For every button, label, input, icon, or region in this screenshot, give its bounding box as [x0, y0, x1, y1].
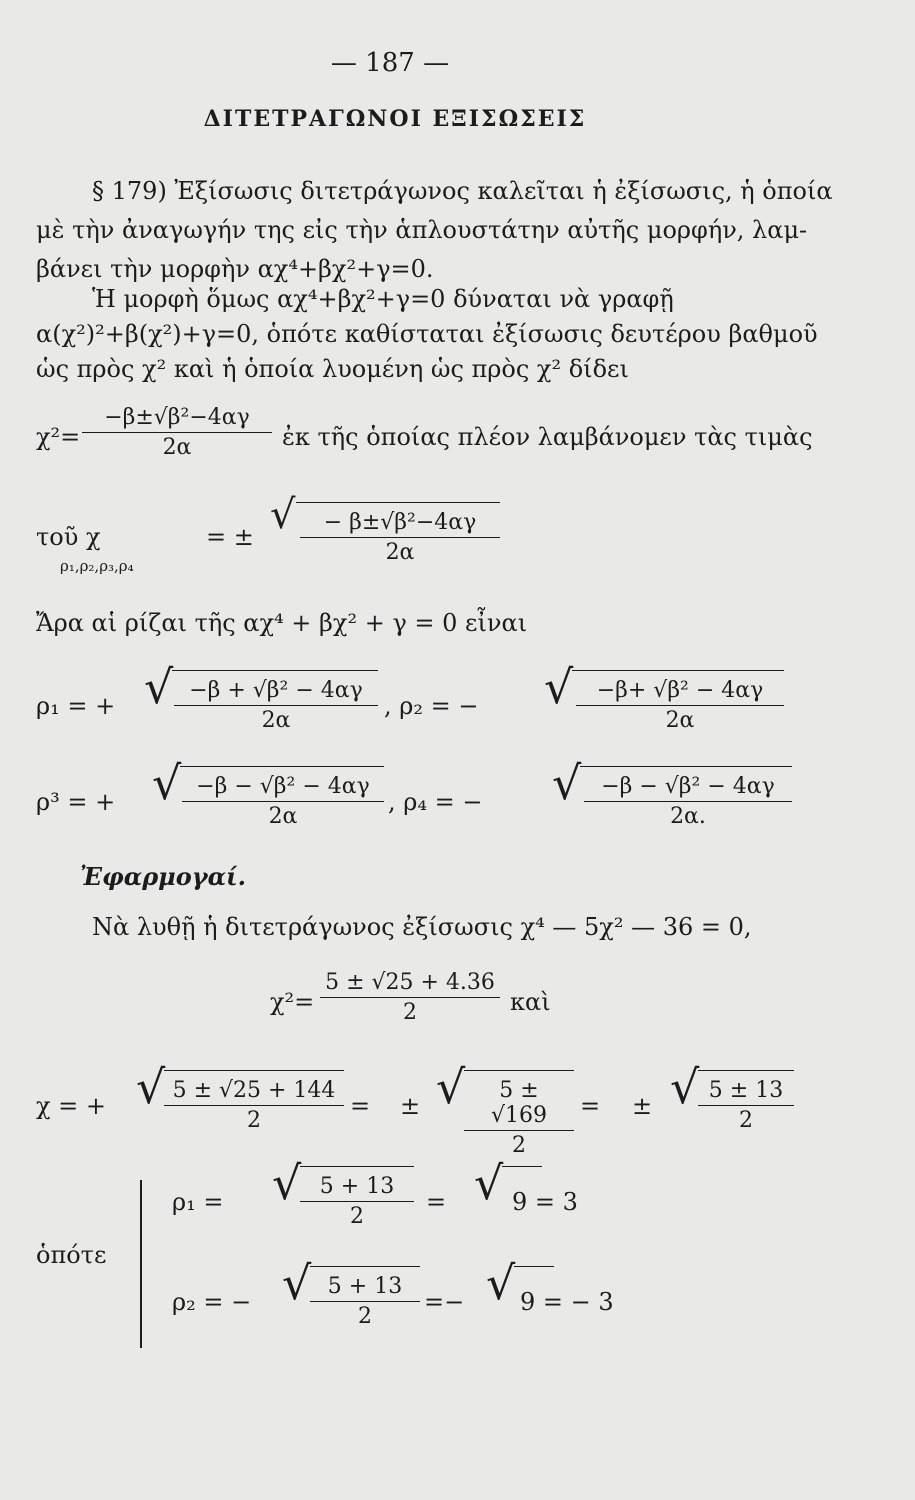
left-bracket	[140, 1180, 142, 1348]
page-number: — 187 —	[330, 48, 450, 78]
eq4-radical-2: √	[436, 1060, 466, 1114]
eq1-fraction	[82, 405, 272, 460]
root3-radical-bar	[180, 766, 384, 767]
final-root2-radical-bar-2	[514, 1266, 554, 1267]
intro-line-6: ὡς πρὸς χ² καὶ ἡ ὁποία λυομένη ὡς πρὸς χ² δίδει	[36, 355, 629, 383]
eq4-lhs: χ = +	[36, 1092, 107, 1120]
final-root1-lhs: ρ₁ =	[172, 1188, 224, 1216]
eq4-denominator-3: 2	[739, 1108, 753, 1133]
intro-line-1: § 179) Ἐξίσωσις διτετράγωνος καλεῖται ἡ ἐξίσωσις, ἡ ὁποία	[92, 177, 833, 205]
example-statement: Νὰ λυθῇ ἡ διτετράγωνος ἐξίσωσις χ⁴ — 5χ² — 36 = 0,	[92, 913, 752, 941]
root2-denominator: 2α	[665, 708, 695, 733]
root4-lhs: , ρ₄ = −	[388, 788, 483, 816]
root4-denominator: 2α.	[670, 804, 706, 829]
root2-fraction	[576, 678, 784, 733]
eq4-plusminus-2: ±	[632, 1092, 653, 1120]
hence-label: ὁπότε	[36, 1241, 107, 1269]
final-root2-numerator: 5 + 13	[310, 1274, 420, 1302]
root2-numerator: −β+ √β² − 4αγ	[576, 678, 784, 706]
root1-radical-bar	[172, 670, 378, 671]
final-root2-fraction	[310, 1274, 420, 1329]
intro-line-2: μὲ τὴν ἀναγωγήν της εἰς τὴν ἁπλουστάτην αὐτῆς μορφήν, λαμ-	[36, 216, 808, 244]
eq2-subscript: ρ₁,ρ₂,ρ₃,ρ₄	[60, 557, 134, 575]
final-root2-radical: √	[282, 1256, 312, 1310]
eq4-radical-3: √	[670, 1060, 700, 1114]
final-root2-result: 9 = − 3	[520, 1288, 614, 1316]
eq2-lhs: τοῦ χ	[36, 523, 101, 551]
final-root2-radical-bar	[310, 1266, 420, 1267]
eq4-numerator-3: 5 ± 13	[698, 1078, 794, 1106]
root3-fraction	[182, 774, 384, 829]
final-root1-radical: √	[272, 1156, 302, 1210]
eq3-lhs: χ²=	[270, 988, 315, 1016]
eq1-numerator: −β±√β²−4αγ	[82, 405, 272, 433]
eq4-denominator-1: 2	[247, 1108, 261, 1133]
intro-line-3: βάνει τὴν μορφὴν αχ⁴+βχ²+γ=0.	[36, 255, 434, 283]
eq1-lhs: χ²=	[36, 423, 81, 451]
eq3-fraction	[320, 970, 500, 1025]
eq4-radical-bar-3	[698, 1070, 794, 1071]
eq2-radical: √	[270, 492, 296, 538]
root1-numerator: −β + √β² − 4αγ	[174, 678, 378, 706]
final-root1-denominator: 2	[350, 1204, 364, 1229]
root3-denominator: 2α	[268, 804, 298, 829]
root2-radical-bar	[572, 670, 784, 671]
final-root1-radical-2: √	[474, 1156, 504, 1210]
root3-radical: √	[152, 756, 182, 810]
final-root1-radical-bar-2	[502, 1166, 542, 1167]
root4-radical: √	[552, 756, 582, 810]
final-root2-lhs: ρ₂ = −	[172, 1288, 252, 1316]
eq4-plusminus-1: ±	[400, 1092, 421, 1120]
eq4-radical-bar-1	[164, 1070, 344, 1071]
root4-fraction	[584, 774, 792, 829]
eq4-denominator-2: 2	[512, 1133, 526, 1158]
eq1-denominator: 2α	[162, 435, 192, 460]
eq4-fraction-2	[464, 1078, 574, 1158]
final-root1-result: 9 = 3	[512, 1188, 578, 1216]
section-title: ΔΙΤΕΤΡΑΓΩΝΟΙ ΕΞΙΣΩΣΕΙΣ	[203, 106, 587, 132]
final-root1-numerator: 5 + 13	[300, 1174, 414, 1202]
root4-radical-bar	[580, 766, 792, 767]
eq4-equals-1: =	[350, 1092, 371, 1120]
eq4-equals-2: =	[580, 1092, 601, 1120]
eq4-fraction-3	[698, 1078, 794, 1133]
root1-denominator: 2α	[261, 708, 291, 733]
applications-heading: Ἐφαρμογαί.	[80, 862, 247, 891]
eq2-op: = ±	[206, 523, 254, 551]
intro-line-4: Ἡ μορφὴ ὅμως αχ⁴+βχ²+γ=0 δύναται νὰ γραφῇ	[92, 285, 674, 313]
final-root2-equals: =−	[424, 1288, 465, 1316]
root1-fraction	[174, 678, 378, 733]
eq4-numerator-2: 5 ± √169	[464, 1078, 574, 1131]
eq4-radical-bar-2	[464, 1070, 574, 1071]
eq1-tail: ἐκ τῆς ὁποίας πλέον λαμβάνομεν τὰς τιμὰς	[282, 423, 813, 451]
eq4-radical-1: √	[136, 1060, 166, 1114]
final-root1-radical-bar	[300, 1166, 414, 1167]
root1-lhs: ρ₁ = +	[36, 692, 116, 720]
root3-numerator: −β − √β² − 4αγ	[182, 774, 384, 802]
final-root1-fraction	[300, 1174, 414, 1229]
eq4-fraction-1	[164, 1078, 344, 1133]
final-root2-radical-2: √	[486, 1256, 516, 1310]
eq2-fraction	[300, 510, 500, 565]
root3-lhs: ρ³ = +	[36, 788, 116, 816]
eq2-numerator: − β±√β²−4αγ	[300, 510, 500, 538]
root2-lhs: , ρ₂ = −	[384, 692, 479, 720]
eq2-denominator: 2α	[385, 540, 415, 565]
eq4-numerator-1: 5 ± √25 + 144	[164, 1078, 344, 1106]
root2-radical: √	[544, 660, 574, 714]
eq2-radical-bar	[296, 502, 500, 503]
eq3-tail: καὶ	[510, 988, 551, 1016]
final-root1-equals: =	[426, 1188, 447, 1216]
eq3-numerator: 5 ± √25 + 4.36	[320, 970, 500, 998]
roots-intro: Ἄρα αἱ ρίζαι τῆς αχ⁴ + βχ² + γ = 0 εἶναι	[36, 609, 528, 637]
final-root2-denominator: 2	[358, 1304, 372, 1329]
root1-radical: √	[144, 660, 174, 714]
root4-numerator: −β − √β² − 4αγ	[584, 774, 792, 802]
intro-line-5: α(χ²)²+β(χ²)+γ=0, ὁπότε καθίσταται ἐξίσωσις δευτέρου βαθμοῦ	[36, 320, 818, 348]
eq3-denominator: 2	[403, 1000, 417, 1025]
